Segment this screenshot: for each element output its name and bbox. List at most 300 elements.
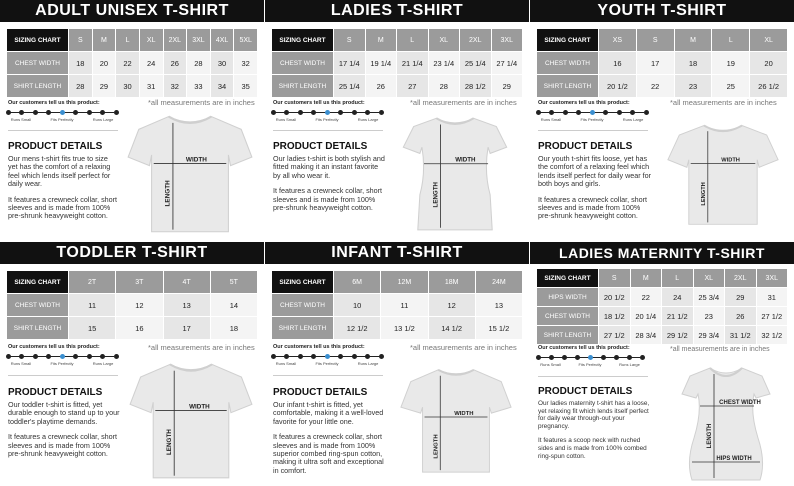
measurement-cell: 28 (69, 75, 93, 98)
fit-label: Runs Large (92, 361, 114, 366)
measurement-cell: 10 (334, 294, 381, 317)
size-header-cell: XL (139, 29, 163, 52)
fit-tick (601, 355, 606, 360)
fit-tick (630, 110, 635, 115)
details-text: Our youth t-shirt fits loose, yet has the comfort of a relaxing feel which lends itself perfect for daily wear for both boys and girls. (538, 154, 652, 189)
details-text: It features a crewneck collar, short sleeves and is made from 100% pre-shrunk heavyweight cotton. (8, 432, 118, 459)
fit-line (8, 353, 116, 361)
size-header-cell: 2XL (460, 29, 492, 52)
fit-title: Our customers tell us this product: (273, 100, 365, 106)
measurement-cell: 14 1/2 (428, 317, 475, 340)
fit-label: Runs Small (10, 117, 32, 122)
fit-tick (379, 110, 384, 115)
fit-label: Fits Perfectly (580, 117, 604, 122)
width-label: WIDTH (189, 403, 210, 411)
sizing-chart-label: SIZING CHART (272, 29, 334, 52)
measurement-cell: 13 (163, 294, 210, 317)
youth-panel (530, 0, 794, 238)
row-label: CHEST WIDTH (537, 307, 599, 326)
size-header-cell: 2T (69, 271, 116, 294)
measurement-cell: 23 (693, 307, 725, 326)
fit-scale (538, 100, 646, 123)
length-label: LENGTH (166, 429, 174, 456)
fit-tick (536, 110, 541, 115)
fit-tick (19, 354, 24, 359)
details-text: Our toddler t-shirt is fitted, yet durable enough to stand up to your toddler's playtime demands. (8, 400, 120, 426)
measurement-cell: 32 1/2 (756, 326, 788, 345)
fit-tick (614, 355, 619, 360)
fit-label: Runs Small (275, 117, 297, 122)
measurement-cell: 25 (712, 75, 750, 98)
fit-selected-marker (325, 110, 330, 115)
fit-label: Runs Large (92, 117, 114, 122)
details-heading: PRODUCT DETAILS (273, 387, 368, 398)
fit-tick (338, 354, 343, 359)
size-table-row (272, 75, 523, 98)
tshirt-illustration (666, 360, 786, 484)
fit-label: Fits Perfectly (50, 117, 74, 122)
fit-selected-marker (590, 110, 595, 115)
size-header-cell: L (116, 29, 140, 52)
size-header-cell: 24M (475, 271, 522, 294)
fit-label: Runs Large (357, 117, 379, 122)
fit-scale (8, 344, 116, 367)
fit-tick (352, 110, 357, 115)
details-heading: PRODUCT DETAILS (273, 141, 368, 152)
fit-line (273, 109, 381, 117)
fit-tick (311, 110, 316, 115)
details-heading: PRODUCT DETAILS (8, 141, 103, 152)
measurement-cell: 16 (599, 52, 637, 75)
details-text: Our ladies t-shirt is both stylish and fitted making it an instant favorite by all who wear it. (273, 154, 385, 180)
size-header-row (7, 29, 258, 52)
fit-selected-marker (588, 355, 593, 360)
fit-tick (6, 354, 11, 359)
sizing-chart-label: SIZING CHART (7, 29, 69, 52)
fit-label: Runs Small (10, 361, 32, 366)
ladies-size-table (271, 28, 523, 98)
size-header-cell: L (662, 269, 694, 288)
fit-label: Fits Perfectly (315, 361, 339, 366)
sizing-chart-label: SIZING CHART (537, 269, 599, 288)
size-header-cell: M (365, 29, 397, 52)
size-header-cell: XS (599, 29, 637, 52)
fit-label: Runs Large (619, 362, 640, 367)
fit-tick (562, 355, 567, 360)
size-header-cell: XL (693, 269, 725, 288)
panel-title: ADULT UNISEX T-SHIRT (0, 0, 264, 22)
details-text: It features a crewneck collar, short sleeves and is made from 100% pre-shrunk heavyweight cotton. (538, 194, 648, 221)
fit-tick (114, 110, 119, 115)
details-text: It features a scoop neck with ruched sides and is made from 100% combed ring-spun cotton. (538, 437, 647, 460)
measurement-cell: 22 (630, 288, 662, 307)
row-label: SHIRT LENGTH (272, 317, 334, 340)
measurement-cell: 20 1/2 (599, 288, 631, 307)
size-table-row (537, 52, 788, 75)
product-details (8, 387, 120, 465)
divider (273, 375, 383, 376)
fit-line (538, 109, 646, 117)
measurement-cell: 12 1/2 (334, 317, 381, 340)
length-label: LENGTH (164, 180, 172, 207)
product-details (273, 387, 387, 482)
measurement-cell: 29 (491, 75, 523, 98)
fit-tick (284, 354, 289, 359)
fit-line (8, 109, 116, 117)
fit-tick (114, 354, 119, 359)
measurements-note: *all measurements are in inches (670, 346, 770, 353)
size-header-row (272, 29, 523, 52)
fit-labels (538, 362, 642, 368)
details-text: It features a crewneck collar, short sleeves and is made from 100% superior combed ring-spun cotton, making it ultra soft and exceptional in comfort. (273, 432, 384, 475)
fit-labels (8, 361, 116, 367)
panel-title: YOUTH T-SHIRT (530, 0, 794, 22)
size-header-cell: 4XL (210, 29, 234, 52)
measurements-note: *all measurements are in inches (410, 343, 517, 352)
fit-label: Fits Perfectly (315, 117, 339, 122)
fit-tick (298, 354, 303, 359)
measurement-cell: 33 (187, 75, 211, 98)
details-text: Our mens t-shirt fits true to size yet has the comfort of a relaxing feel which lends itself perfect for daily wear. (8, 154, 111, 189)
measurement-cell: 29 3/4 (693, 326, 725, 345)
fit-tick (87, 354, 92, 359)
measurement-cell: 26 (365, 75, 397, 98)
length-label: LENGTH (433, 434, 440, 459)
fit-tick (298, 110, 303, 115)
size-table-row (537, 75, 788, 98)
fit-scale (273, 100, 381, 123)
fit-title: Our customers tell us this product: (538, 100, 630, 106)
fit-line (273, 353, 381, 361)
details-heading: PRODUCT DETAILS (8, 387, 103, 398)
width-label: WIDTH (454, 411, 474, 418)
size-header-cell: M (630, 269, 662, 288)
size-header-row (537, 29, 788, 52)
fit-title: Our customers tell us this product: (8, 100, 100, 106)
measurement-cell: 31 (756, 288, 788, 307)
fit-tick (576, 110, 581, 115)
measurement-cell: 18 (69, 52, 93, 75)
measurement-cell: 25 3/4 (693, 288, 725, 307)
fit-tick (271, 354, 276, 359)
size-table-row (7, 52, 258, 75)
row-label: SHIRT LENGTH (7, 317, 69, 340)
measurement-cell: 32 (234, 52, 258, 75)
size-header-cell: S (334, 29, 366, 52)
measurement-cell: 17 (163, 317, 210, 340)
measurement-cell: 27 (397, 75, 429, 98)
measurement-cell: 28 (187, 52, 211, 75)
measurement-cell: 12 (116, 294, 163, 317)
row-label: SHIRT LENGTH (537, 326, 599, 345)
measurement-cell: 16 (116, 317, 163, 340)
fit-tick (365, 110, 370, 115)
size-header-cell: 3T (116, 271, 163, 294)
measurement-cell: 13 (475, 294, 522, 317)
size-header-row (7, 271, 258, 294)
fit-tick (617, 110, 622, 115)
measurement-cell: 12 (428, 294, 475, 317)
size-header-cell: L (712, 29, 750, 52)
measurement-cell: 20 (750, 52, 788, 75)
divider (273, 130, 383, 131)
row-label: CHEST WIDTH (7, 294, 69, 317)
panel-title: LADIES T-SHIRT (265, 0, 529, 22)
size-header-cell: 18M (428, 271, 475, 294)
divider (538, 130, 648, 131)
fit-tick (6, 110, 11, 115)
size-header-row (537, 269, 788, 288)
size-header-cell: XL (428, 29, 460, 52)
sizing-chart-label: SIZING CHART (272, 271, 334, 294)
size-table-row (7, 317, 258, 340)
measurement-cell: 20 1/4 (630, 307, 662, 326)
sizing-chart-label: SIZING CHART (537, 29, 599, 52)
measurements-note: *all measurements are in inches (670, 98, 777, 107)
fit-tick (19, 110, 24, 115)
panel-title: LADIES MATERNITY T-SHIRT (530, 242, 794, 264)
measurement-cell: 22 (116, 52, 140, 75)
fit-tick (46, 110, 51, 115)
fit-tick (379, 354, 384, 359)
fit-labels (538, 117, 646, 123)
measurement-cell: 29 (725, 288, 757, 307)
infant-panel (265, 242, 529, 486)
details-text: Our ladies maternity t-shirt has a loose, yet relaxing fit which lends itself perfect for daily wear through-out your pregnancy. (538, 400, 650, 430)
fit-selected-marker (325, 354, 330, 359)
measurement-cell: 27 1/4 (491, 52, 523, 75)
fit-tick (271, 110, 276, 115)
fit-label: Runs Large (357, 361, 379, 366)
fit-label: Runs Small (275, 361, 297, 366)
measurement-cell: 28 (428, 75, 460, 98)
measurement-cell: 15 1/2 (475, 317, 522, 340)
fit-scale (8, 100, 116, 123)
adult-panel (0, 0, 264, 238)
fit-label: Fits Perfectly (50, 361, 74, 366)
details-text: Our infant t-shirt is fitted, yet comfortable, making it a well-loved favorite for your little one. (273, 400, 384, 426)
measurement-cell: 30 (210, 52, 234, 75)
length-label: LENGTH (707, 423, 713, 449)
hips-width-label: HIPS WIDTH (716, 456, 752, 462)
size-table-row (7, 75, 258, 98)
size-header-cell: 3XL (491, 29, 523, 52)
measurement-cell: 29 (92, 75, 116, 98)
fit-title: Our customers tell us this product: (538, 345, 630, 351)
measurement-cell: 31 (139, 75, 163, 98)
fit-labels (273, 117, 381, 123)
fit-line (538, 354, 642, 362)
measurements-note: *all measurements are in inches (410, 98, 517, 107)
measurement-cell: 24 (139, 52, 163, 75)
size-table-row (272, 52, 523, 75)
maternity-panel (530, 242, 794, 486)
fit-tick (73, 110, 78, 115)
measurement-cell: 20 (92, 52, 116, 75)
fit-tick (627, 355, 632, 360)
size-header-cell: 6M (334, 271, 381, 294)
size-header-cell: L (397, 29, 429, 52)
measurement-cell: 35 (234, 75, 258, 98)
fit-label: Fits Perfectly (578, 362, 602, 367)
fit-tick (365, 354, 370, 359)
size-header-cell: S (69, 29, 93, 52)
fit-tick (311, 354, 316, 359)
tshirt-illustration (391, 360, 521, 478)
row-label: CHEST WIDTH (272, 52, 334, 75)
measurement-cell: 34 (210, 75, 234, 98)
sizing-chart-label: SIZING CHART (7, 271, 69, 294)
size-header-cell: S (636, 29, 674, 52)
width-label: WIDTH (185, 156, 207, 164)
measurement-cell: 24 (662, 288, 694, 307)
measurement-cell: 26 1/2 (750, 75, 788, 98)
size-header-cell: 4T (163, 271, 210, 294)
measurement-cell: 25 1/4 (334, 75, 366, 98)
measurement-cell: 22 (636, 75, 674, 98)
size-table-row (537, 307, 788, 326)
size-header-cell: 12M (381, 271, 428, 294)
fit-tick (644, 110, 649, 115)
size-table-row (272, 294, 523, 317)
width-label: WIDTH (721, 157, 740, 164)
fit-selected-marker (60, 110, 65, 115)
fit-tick (575, 355, 580, 360)
size-header-cell: 5T (210, 271, 257, 294)
size-table-row (537, 288, 788, 307)
measurement-cell: 19 1/4 (365, 52, 397, 75)
measurement-cell: 13 1/2 (381, 317, 428, 340)
measurement-cell: 18 1/2 (599, 307, 631, 326)
measurements-note: *all measurements are in inches (148, 98, 255, 107)
product-details (538, 386, 656, 467)
fit-tick (549, 355, 554, 360)
fit-tick (352, 354, 357, 359)
fit-label: Runs Small (540, 362, 561, 367)
toddler-size-table (6, 270, 258, 340)
fit-tick (549, 110, 554, 115)
maternity-size-table (536, 268, 788, 345)
fit-tick (603, 110, 608, 115)
fit-tick (100, 354, 105, 359)
tshirt-illustration (660, 116, 786, 230)
size-header-row (272, 271, 523, 294)
length-label: LENGTH (700, 182, 707, 206)
size-header-cell: 3XL (756, 269, 788, 288)
size-header-cell: M (674, 29, 712, 52)
size-header-cell: 2XL (163, 29, 187, 52)
measurement-cell: 28 3/4 (630, 326, 662, 345)
size-header-cell: 3XL (187, 29, 211, 52)
fit-tick (100, 110, 105, 115)
measurement-cell: 20 1/2 (599, 75, 637, 98)
row-label: CHEST WIDTH (272, 294, 334, 317)
row-label: CHEST WIDTH (537, 52, 599, 75)
fit-title: Our customers tell us this product: (273, 344, 365, 350)
row-label: SHIRT LENGTH (7, 75, 69, 98)
fit-tick (73, 354, 78, 359)
divider (8, 375, 118, 376)
panel-title: INFANT T-SHIRT (265, 242, 529, 264)
fit-tick (338, 110, 343, 115)
chest-width-label: CHEST WIDTH (719, 400, 761, 406)
fit-label: Runs Large (622, 117, 644, 122)
measurements-note: *all measurements are in inches (148, 343, 255, 352)
details-heading: PRODUCT DETAILS (538, 141, 633, 152)
tshirt-illustration (393, 108, 517, 236)
size-header-cell: XL (750, 29, 788, 52)
youth-size-table (536, 28, 788, 98)
size-table-row (7, 294, 258, 317)
measurement-cell: 32 (163, 75, 187, 98)
measurement-cell: 19 (712, 52, 750, 75)
panel-title: TODDLER T-SHIRT (0, 242, 264, 264)
fit-scale (538, 345, 642, 368)
adult-size-table (6, 28, 258, 98)
measurement-cell: 14 (210, 294, 257, 317)
measurement-cell: 17 (636, 52, 674, 75)
fit-tick (284, 110, 289, 115)
fit-tick (640, 355, 645, 360)
details-text: It features a crewneck collar, short sleeves and is made from 100% pre-shrunk heavyweight cotton. (273, 186, 383, 213)
fit-labels (8, 117, 116, 123)
infant-size-table (271, 270, 523, 340)
row-label: HIPS WIDTH (537, 288, 599, 307)
details-text: It features a crewneck collar, short sleeves and is made from 100% pre-shrunk heavyweight cotton. (8, 194, 118, 221)
product-details (273, 141, 385, 219)
measurement-cell: 18 (674, 52, 712, 75)
measurement-cell: 27 1/2 (599, 326, 631, 345)
divider (538, 376, 648, 377)
fit-tick (87, 110, 92, 115)
measurement-cell: 26 (163, 52, 187, 75)
toddler-panel (0, 242, 264, 486)
product-details (538, 141, 654, 228)
fit-selected-marker (60, 354, 65, 359)
size-header-cell: 2XL (725, 269, 757, 288)
fit-labels (273, 361, 381, 367)
measurement-cell: 11 (381, 294, 428, 317)
measurement-cell: 30 (116, 75, 140, 98)
measurement-cell: 28 1/2 (460, 75, 492, 98)
row-label: CHEST WIDTH (7, 52, 69, 75)
size-table-row (272, 317, 523, 340)
measurement-cell: 21 1/2 (662, 307, 694, 326)
width-label: WIDTH (455, 156, 476, 164)
measurement-cell: 25 1/4 (460, 52, 492, 75)
measurement-cell: 23 (674, 75, 712, 98)
measurement-cell: 23 1/4 (428, 52, 460, 75)
measurement-cell: 18 (210, 317, 257, 340)
divider (8, 130, 118, 131)
fit-label: Runs Small (540, 117, 562, 122)
measurement-cell: 31 1/2 (725, 326, 757, 345)
measurement-cell: 11 (69, 294, 116, 317)
measurement-cell: 26 (725, 307, 757, 326)
fit-tick (536, 355, 541, 360)
details-heading: PRODUCT DETAILS (538, 386, 633, 397)
fit-tick (563, 110, 568, 115)
length-label: LENGTH (432, 182, 440, 208)
product-details (8, 141, 118, 228)
row-label: SHIRT LENGTH (272, 75, 334, 98)
fit-tick (46, 354, 51, 359)
measurement-cell: 29 1/2 (662, 326, 694, 345)
measurement-cell: 27 1/2 (756, 307, 788, 326)
row-label: SHIRT LENGTH (537, 75, 599, 98)
fit-title: Our customers tell us this product: (8, 344, 100, 350)
size-table-row (537, 326, 788, 345)
